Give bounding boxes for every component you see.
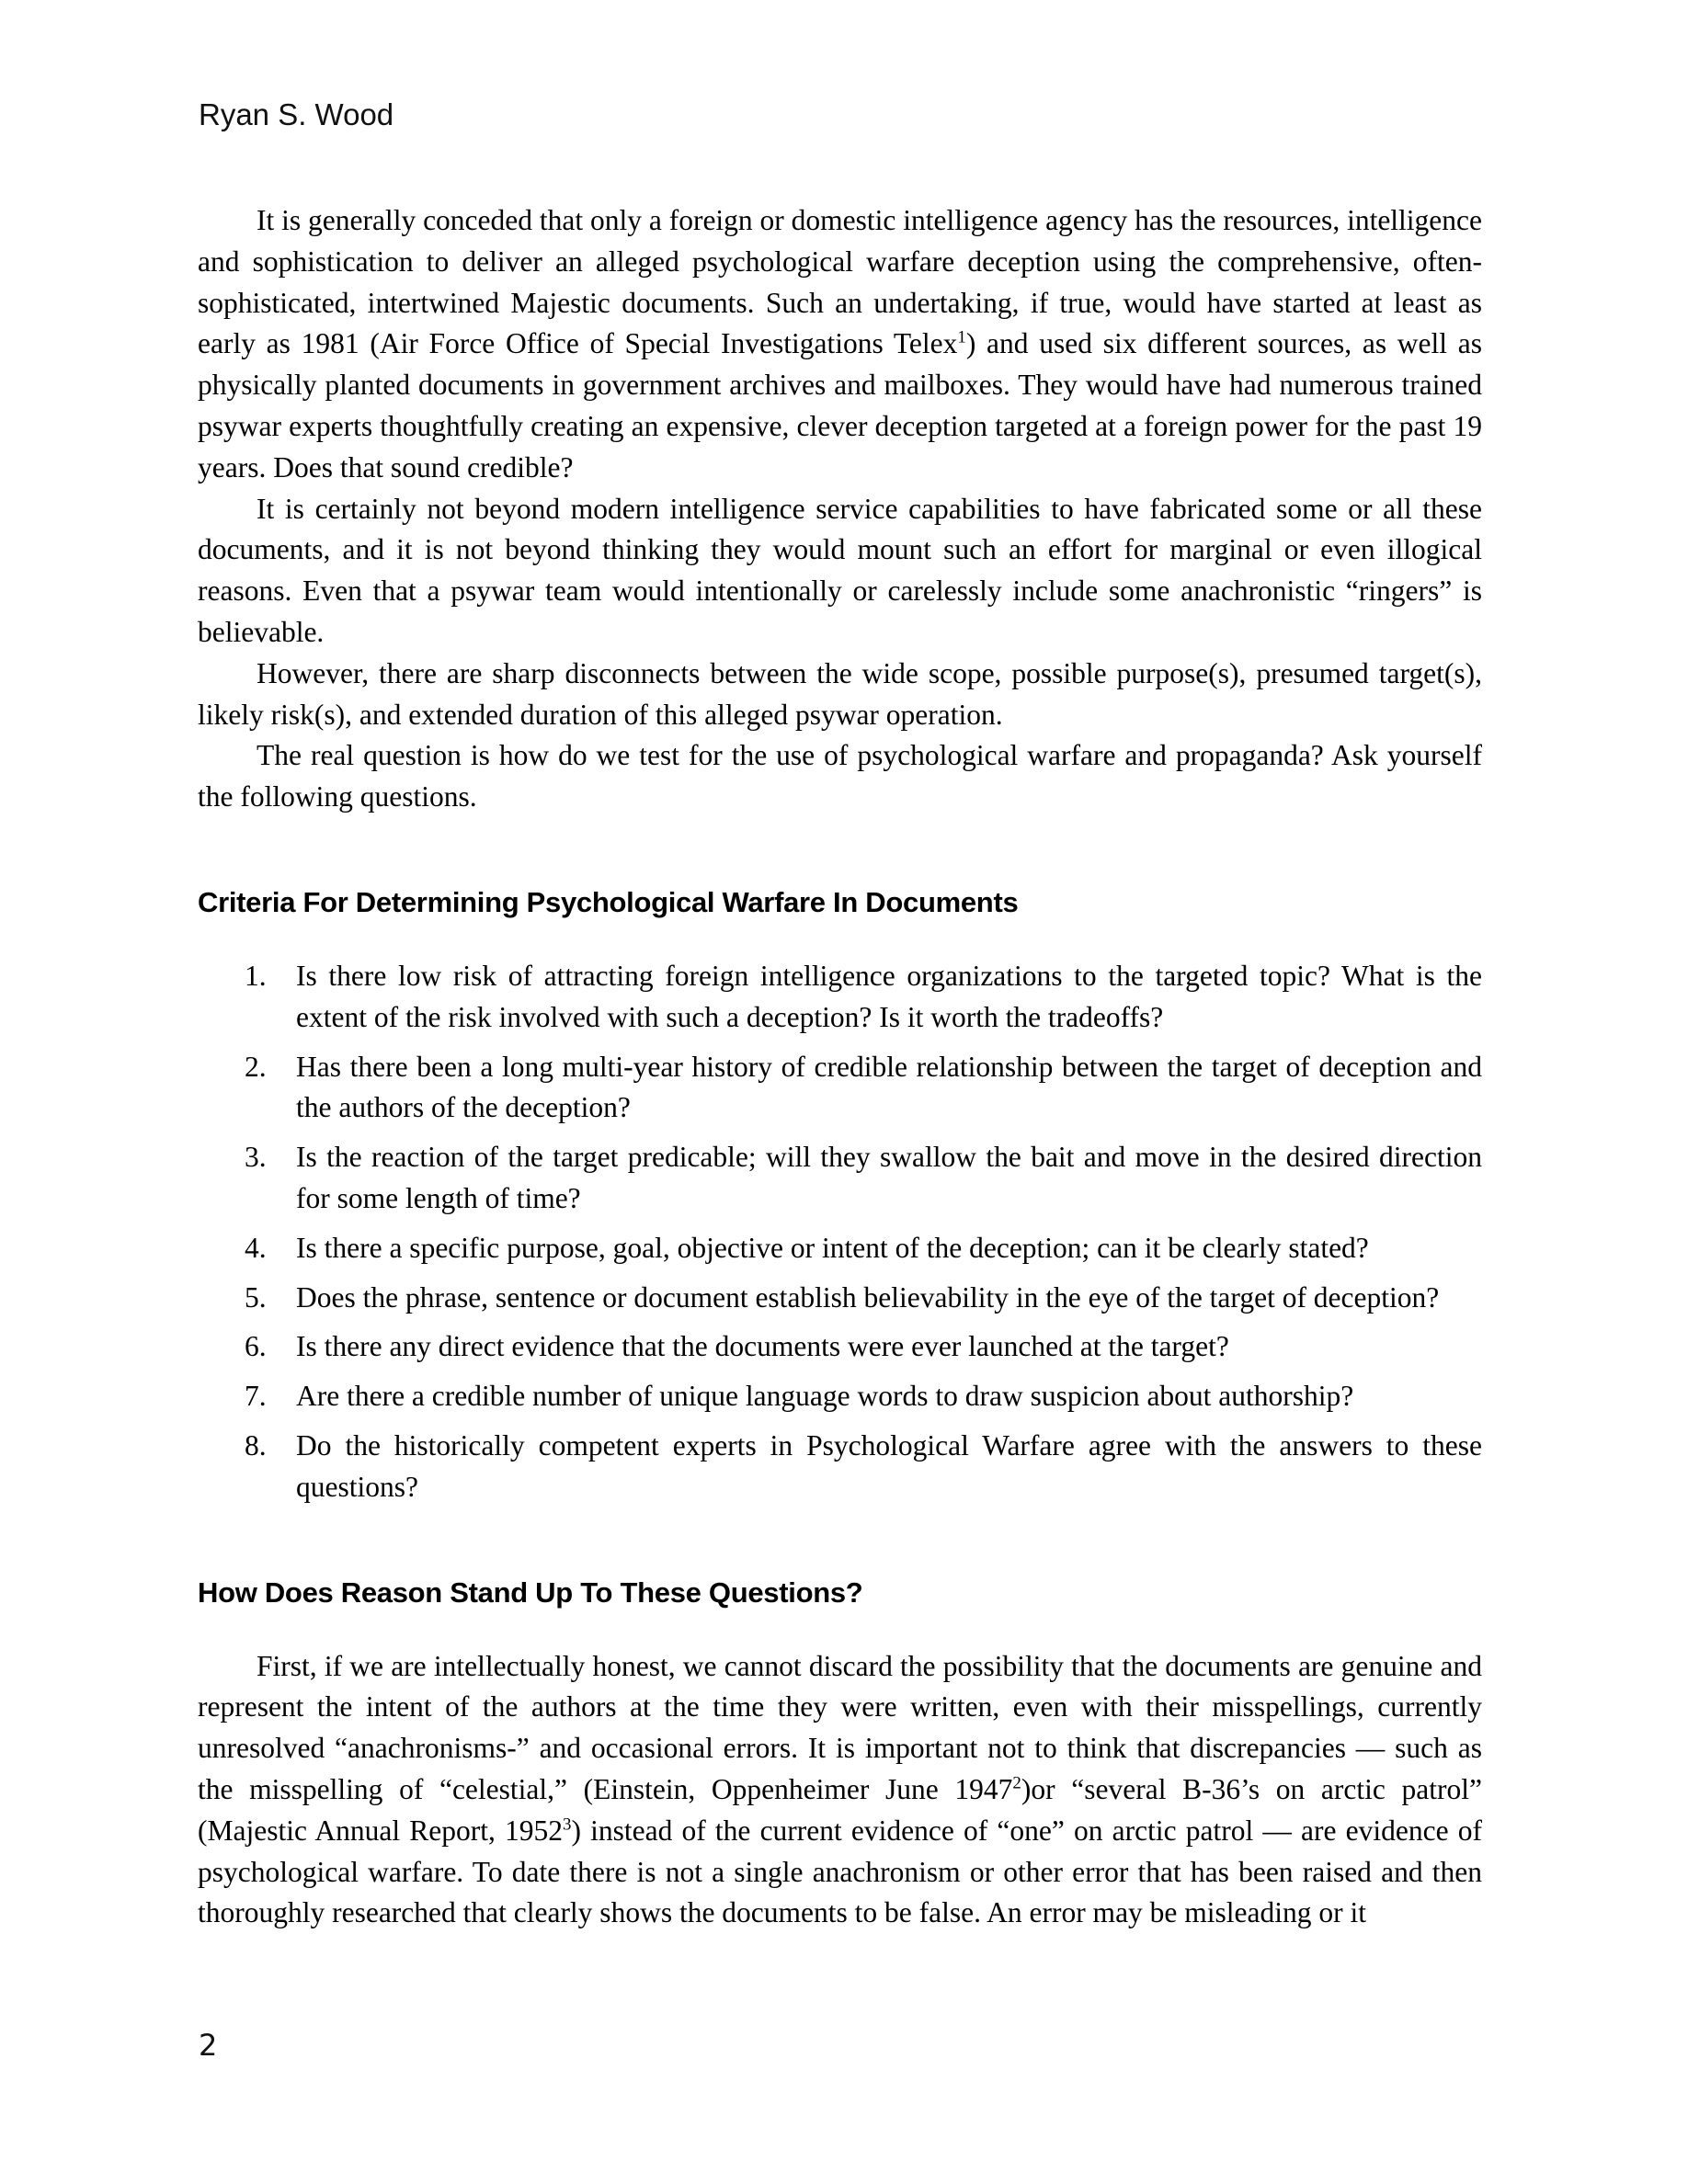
criteria-item-text: Are there a credible number of unique language words to draw suspicion about authorship? — [296, 1380, 1354, 1413]
criteria-heading: Criteria For Determining Psychological Warfare In Documents — [198, 885, 1019, 918]
criteria-item — [198, 1137, 1482, 1220]
criteria-item — [198, 1047, 1482, 1130]
criteria-item-text: Has there been a long multi-year history of credible relationship between the target of deception and the authors of the deception? — [296, 1050, 1482, 1124]
criteria-item-number: 7. — [245, 1380, 267, 1413]
intro-paragraph-3: However, there are sharp disconnects between the wide scope, possible purpose(s), presumed target(s), likely risk(s), and extended duration of this alleged psywar operation. — [198, 656, 1482, 731]
criteria-item-number: 3. — [245, 1141, 267, 1174]
criteria-item-number: 6. — [245, 1330, 267, 1363]
intro-paragraph-1 — [198, 200, 1482, 489]
footnote-ref-2: 2 — [1012, 1773, 1021, 1793]
page-number: 2 — [199, 2028, 218, 2063]
criteria-item-number: 5. — [245, 1280, 267, 1314]
criteria-item-number: 8. — [245, 1428, 267, 1462]
criteria-item-number: 4. — [245, 1231, 267, 1264]
criteria-item-text: Is there any direct evidence that the documents were ever launched at the target? — [296, 1330, 1229, 1363]
running-header-author: Ryan S. Wood — [199, 97, 394, 131]
criteria-list — [198, 956, 1482, 1508]
criteria-item-text: Is there low risk of attracting foreign intelligence organizations to the targeted topic? What is the extent of the risk involved with such a deception? Is it worth the tradeoffs? — [296, 959, 1482, 1033]
criteria-item-text: Is there a specific purpose, goal, objective or intent of the deception; can it be clearly stated? — [296, 1231, 1369, 1264]
intro-paragraph-1-text-a: It is generally conceded that only a foreign or domestic intelligence agency has the resources, intelligence and sophistication to deliver an alleged psychological warfare deception using the comprehensive, often-sophisticated, intertwined Majestic documents. Such an undertaking, if true, would have started at least as early as 1981 (Air Force Office of Special Investigations Telex — [198, 204, 1482, 360]
footnote-ref-3: 3 — [563, 1814, 572, 1835]
criteria-item — [198, 956, 1482, 1039]
intro-paragraph-2: It is certainly not beyond modern intelligence service capabilities to have fabricated some or all these documents, and it is not beyond thinking they would mount such an effort for marginal or even illogical reasons. Even that a psywar team would intentionally or carelessly include some anachronistic “ringers” is believable. — [198, 492, 1482, 648]
criteria-item — [198, 1326, 1482, 1368]
intro-paragraph-1-text-b: ) and used six different sources, as well as physically planted documents in government archives and mailboxes. They would have had numerous trained psywar experts thoughtfully creating an expensive, clever deception targeted at a foreign power for the past 19 years. Does that sound credible? — [198, 327, 1482, 483]
criteria-item — [198, 1228, 1482, 1269]
reason-paragraph-text-c: ) instead of the current evidence of “one” on arctic patrol — are evidence of psychological warfare. To date there is not a single anachronism or other error that has been raised and then thoroughly researched that clearly shows the documents to be false. An error may be misleading or it — [198, 1814, 1482, 1929]
reason-heading: How Does Reason Stand Up To These Questions? — [198, 1575, 863, 1609]
criteria-item — [198, 1376, 1482, 1417]
criteria-item-text: Do the historically competent experts in Psychological Warfare agree with the answers to these questions? — [296, 1428, 1482, 1503]
reason-paragraph-text-b: )or “several B-36’s on arctic patrol” (Majestic Annual Report, 1952 — [198, 1772, 1482, 1847]
intro-paragraph-4: The real question is how do we test for the use of psychological warfare and propaganda? Ask yourself the following questions. — [198, 739, 1482, 813]
reason-paragraph — [198, 1646, 1482, 1935]
criteria-item — [198, 1426, 1482, 1508]
criteria-item-number: 1. — [245, 959, 267, 992]
criteria-item — [198, 1278, 1482, 1319]
footnote-ref-1: 1 — [957, 327, 966, 347]
criteria-item-number: 2. — [245, 1050, 267, 1083]
criteria-item-text: Does the phrase, sentence or document establish believability in the eye of the target of deception? — [296, 1280, 1440, 1314]
page-body — [198, 200, 1482, 1934]
reason-paragraph-text-a: First, if we are intellectually honest, we cannot discard the possibility that the documents are genuine and represent the intent of the authors at the time they were written, even with their misspellings, currently unresolved “anachronisms-” and occasional errors. It is important not to think that discrepancies — such as the misspelling of “celestial,” (Einstein, Oppenheimer June 1947 — [198, 1649, 1482, 1805]
criteria-item-text: Is the reaction of the target predicable; will they swallow the bait and move in the desired direction for some length of time? — [296, 1141, 1482, 1214]
